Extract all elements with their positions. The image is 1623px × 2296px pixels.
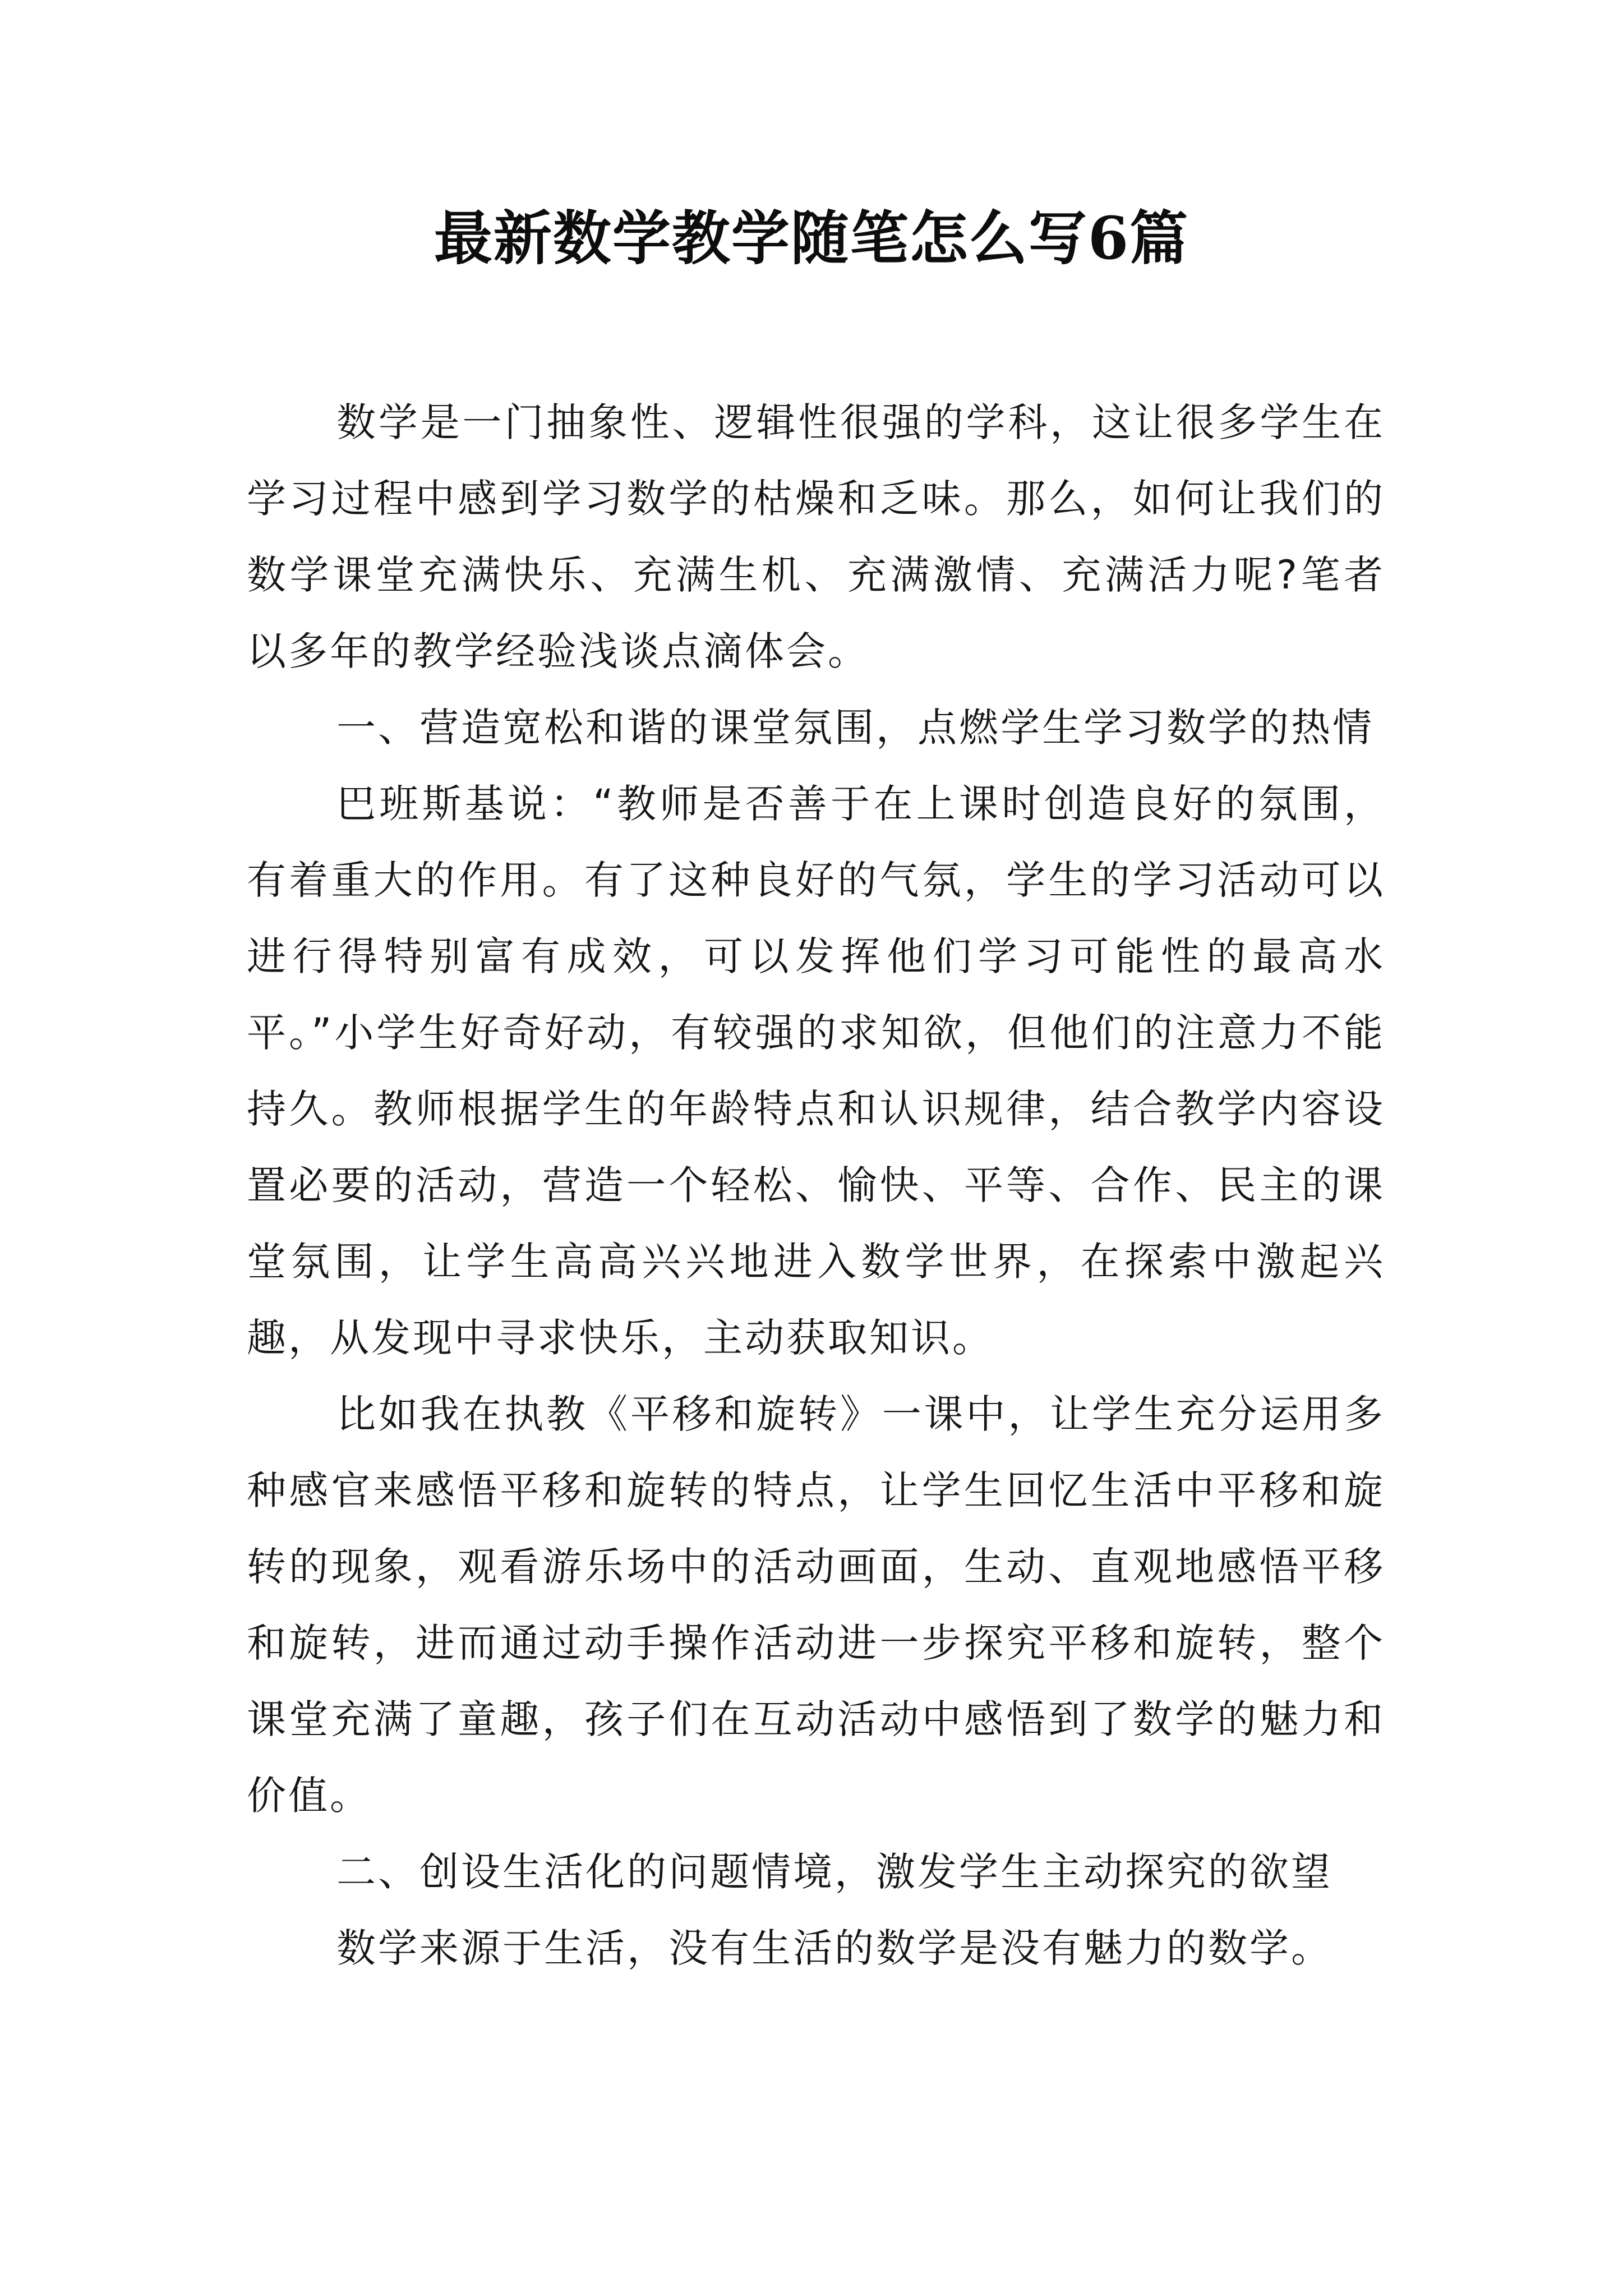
section-heading-1: 一、营造宽松和谐的课堂氛围，点燃学生学习数学的热情 [336, 705, 1374, 751]
paragraph-intro: 数学是一门抽象性、逻辑性很强的学科，这让很多学生在学习过程中感到学习数学的枯燥和乏味。那么，如何让我们的数学课堂充满快乐、充满生机、充满激情、充满活力呢?笔者以多年的教学经验浅谈点滴体会。 [247, 399, 1385, 674]
paragraph-closing: 数学来源于生活，没有生活的数学是没有魅力的数学。 [336, 1925, 1332, 1971]
paragraph-quote: 巴班斯基说：“教师是否善于在上课时创造良好的氛围，有着重大的作用。有了这种良好的气氛，学生的学习活动可以进行得特别富有成效，可以发挥他们学习可能性的最高水平。”小学生好奇好动，有较强的求知欲，但他们的注意力不能持久。教师根据学生的年龄特点和认识规律，结合教学内容设置必要的活动，营造一个轻松、愉快、平等、合作、民主的课堂氛围，让学生高高兴兴地进入数学世界，在探索中激起兴趣，从发现中寻求快乐，主动获取知识。 [247, 781, 1385, 1361]
section-heading-2: 二、创设生活化的问题情境，激发学生主动探究的欲望 [336, 1849, 1332, 1895]
document-title: 最新数学教学随笔怎么写6篇 [434, 204, 1189, 273]
paragraph-example: 比如我在执教《平移和旋转》一课中，让学生充分运用多种感官来感悟平移和旋转的特点，让学生回忆生活中平移和旋转的现象，观看游乐场中的活动画面，生动、直观地感悟平移和旋转，进而通过动手操作活动进一步探究平移和旋转，整个课堂充满了童趣，孩子们在互动活动中感悟到了数学的魅力和价值。 [247, 1391, 1385, 1819]
document-body [247, 384, 1385, 1986]
